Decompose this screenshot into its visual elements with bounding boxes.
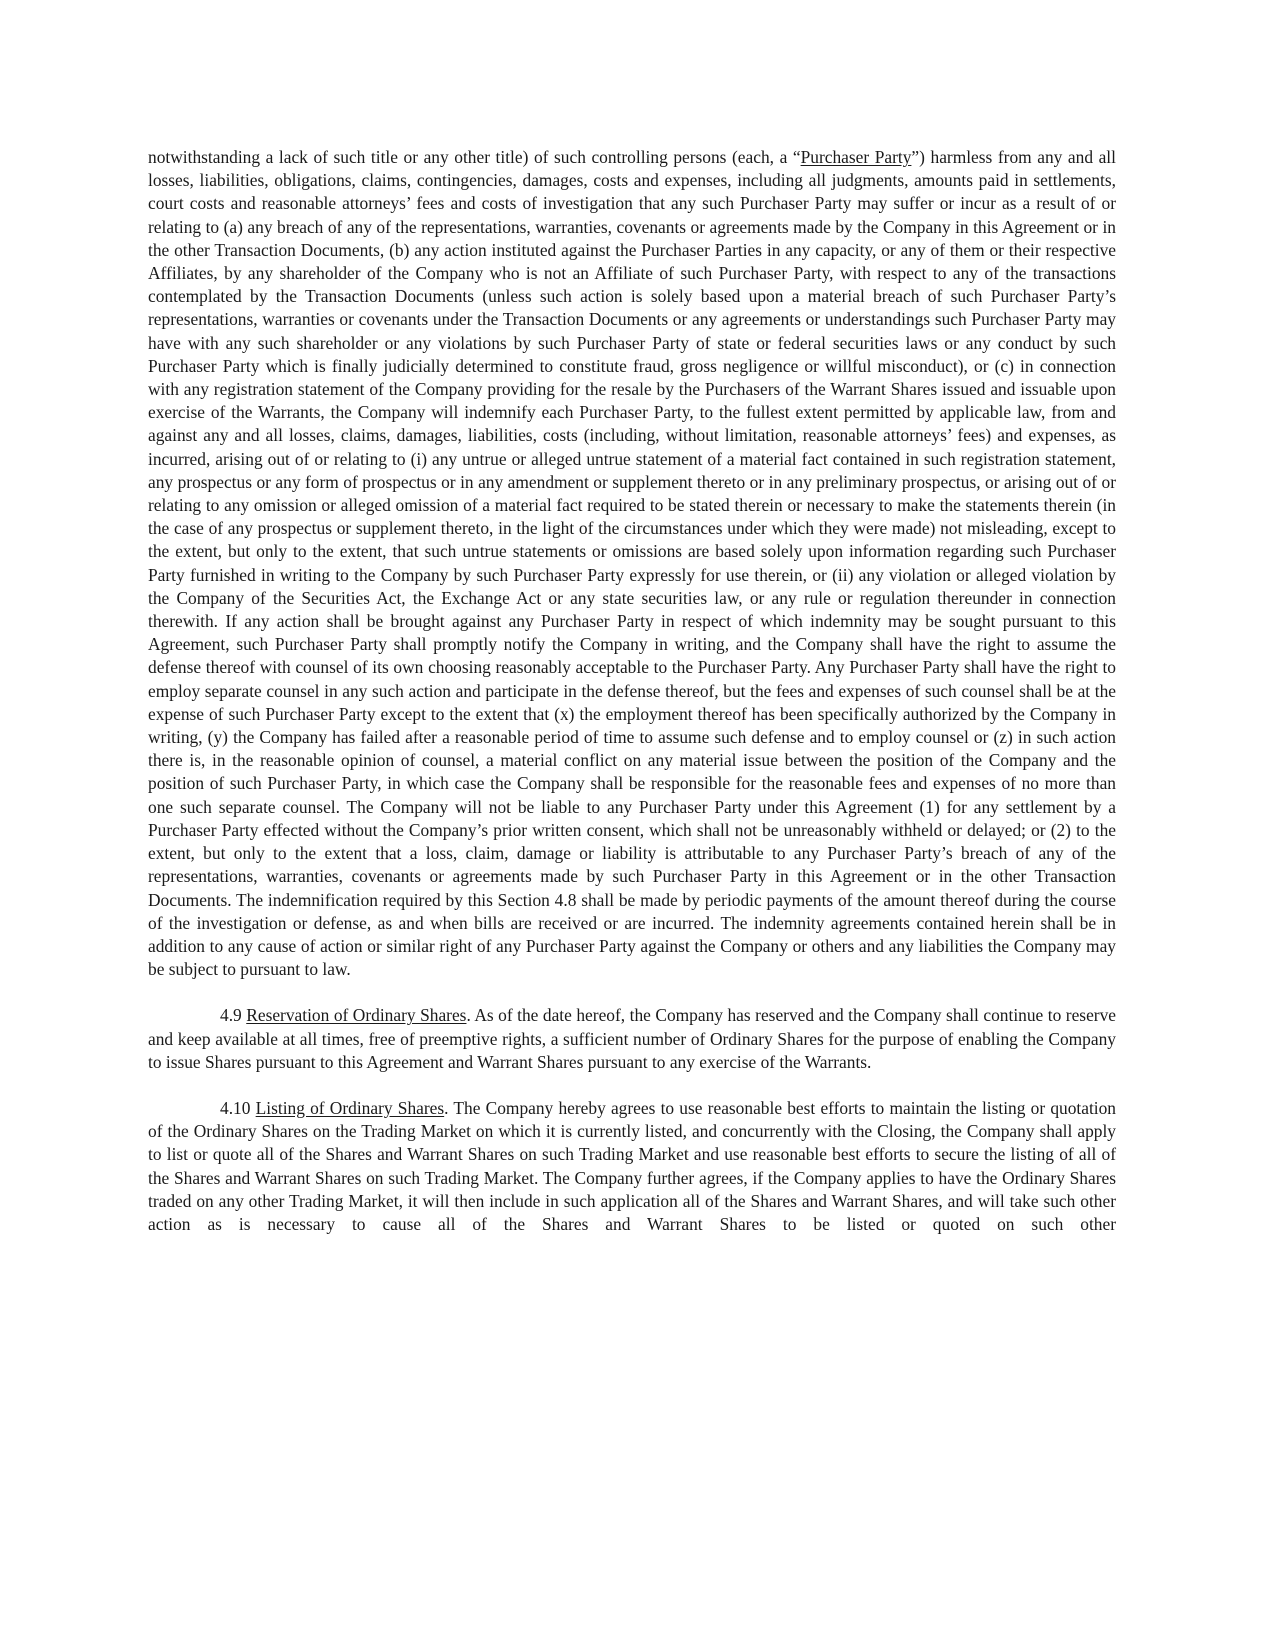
document-page: [148, 146, 1116, 1236]
defined-term-purchaser-party: Purchaser Party: [800, 147, 912, 167]
section-heading: Listing of Ordinary Shares: [255, 1097, 445, 1118]
section-number: 4.9: [220, 1005, 247, 1026]
paragraph-text-start: notwithstanding a lack of such title or any other title) of such controlling persons (each, a “: [148, 147, 801, 167]
paragraph-text-rest: ”) harmless from any and all losses, liabilities, obligations, claims, contingencies, damages, costs and expenses, including all judgments, amounts paid in settlements, court costs and reasonable attorneys’ fees and costs of investigation that any such Purchaser Party may suffer or incur as a result of or relating to (a) any breach of any of the representations, warranties, covenants or agreements made by the Company in this Agreement or in the other Transaction Documents, (b) any action instituted against the Purchaser Parties in any capacity, or any of them or their respective Affiliates, by any shareholder of the Company who is not an Affiliate of such Purchaser Party, with respect to any of the transactions contemplated by the Transaction Documents (unless such action is solely based upon a material breach of such Purchaser Party’s representations, warranties or covenants under the Transaction Documents or any agreements or understandings such Purchaser Party may have with any such shareholder or any violations by such Purchaser Party of state or federal securities laws or any conduct by such Purchaser Party which is finally judicially determined to constitute fraud, gross negligence or willful misconduct), or (c) in connection with any registration statement of the Company providing for the resale by the Purchasers of the Warrant Shares issued and issuable upon exercise of the Warrants, the Company will indemnify each Purchaser Party, to the fullest extent permitted by applicable law, from and against any and all losses, claims, damages, liabilities, costs (including, without limitation, reasonable attorneys’ fees) and expenses, as incurred, arising out of or relating to (i) any untrue or alleged untrue statement of a material fact contained in such registration statement, any prospectus or any form of prospectus or in any amendment or supplement thereto or in any preliminary prospectus, or arising out of or relating to any omission or alleged omission of a material fact required to be stated therein or necessary to make the statements therein (in the case of any prospectus or supplement thereto, in the light of the circumstances under which they were made) not misleading, except to the extent, but only to the extent, that such untrue statements or omissions are based solely upon information regarding such Purchaser Party furnished in writing to the Company by such Purchaser Party expressly for use therein, or (ii) any violation or alleged violation by the Company of the Securities Act, the Exchange Act or any state securities law, or any rule or regulation thereunder in connection therewith. If any action shall be brought against any Purchaser Party in respect of which indemnity may be sought pursuant to this Agreement, such Purchaser Party shall promptly notify the Company in writing, and the Company shall have the right to assume the defense thereof with counsel of its own choosing reasonably acceptable to the Purchaser Party. Any Purchaser Party shall have the right to employ separate counsel in any such action and participate in the defense thereof, but the fees and expenses of such counsel shall be at the expense of such Purchaser Party except to the extent that (x) the employment thereof has been specifically authorized by the Company in writing, (y) the Company has failed after a reasonable period of time to assume such defense and to employ counsel or (z) in such action there is, in the reasonable opinion of counsel, a material conflict on any material issue between the position of the Company and the position of such Purchaser Party, in which case the Company shall be responsible for the reasonable fees and expenses of no more than one such separate counsel. The Company will not be liable to any Purchaser Party under this Agreement (1) for any settlement by a Purchaser Party effected without the Company’s prior written consent, which shall not be unreasonably withheld or delayed; or (2) to the extent, but only to the extent that a loss, claim, damage or liability is attributable to any Purchaser Party’s breach of any of the representations, warranties, covenants or agreements made by such Purchaser Party in this Agreement or in the other Transaction Documents. The indemnification required by this Section 4.8 shall be made by periodic payments of the amount thereof during the course of the investigation or defense, as and when bills are received or are incurred. The indemnity agreements contained herein shall be in addition to any cause of action or similar right of any Purchaser Party against the Company or others and any liabilities the Company may be subject to pursuant to law.: [148, 147, 1116, 980]
section-body: . As of the date hereof, the Company has reserved and the Company shall continue to reserve and keep available at all times, free of preemptive rights, a sufficient number of Ordinary Shares for the purpose of enabling the Company to issue Shares pursuant to this Agreement and Warrant Shares pursuant to any exercise of the Warrants.: [148, 1005, 1116, 1072]
section-4-9: [148, 1004, 1116, 1074]
indemnification-paragraph: [148, 146, 1116, 981]
section-heading: Reservation of Ordinary Shares: [246, 1005, 467, 1026]
section-4-10: [148, 1097, 1116, 1236]
section-body: . The Company hereby agrees to use reasonable best efforts to maintain the listing or quotation of the Ordinary Shares on the Trading Market on which it is currently listed, and concurrently with the Closing, the Company shall apply to list or quote all of the Shares and Warrant Shares on such Trading Market and use reasonable best efforts to secure the listing of all of the Shares and Warrant Shares on such Trading Market. The Company further agrees, if the Company applies to have the Ordinary Shares traded on any other Trading Market, it will then include in such application all of the Shares and Warrant Shares, and will take such other action as is necessary to cause all of the Shares and Warrant Shares to be listed or quoted on such other: [148, 1097, 1117, 1234]
section-number: 4.10: [220, 1097, 256, 1118]
